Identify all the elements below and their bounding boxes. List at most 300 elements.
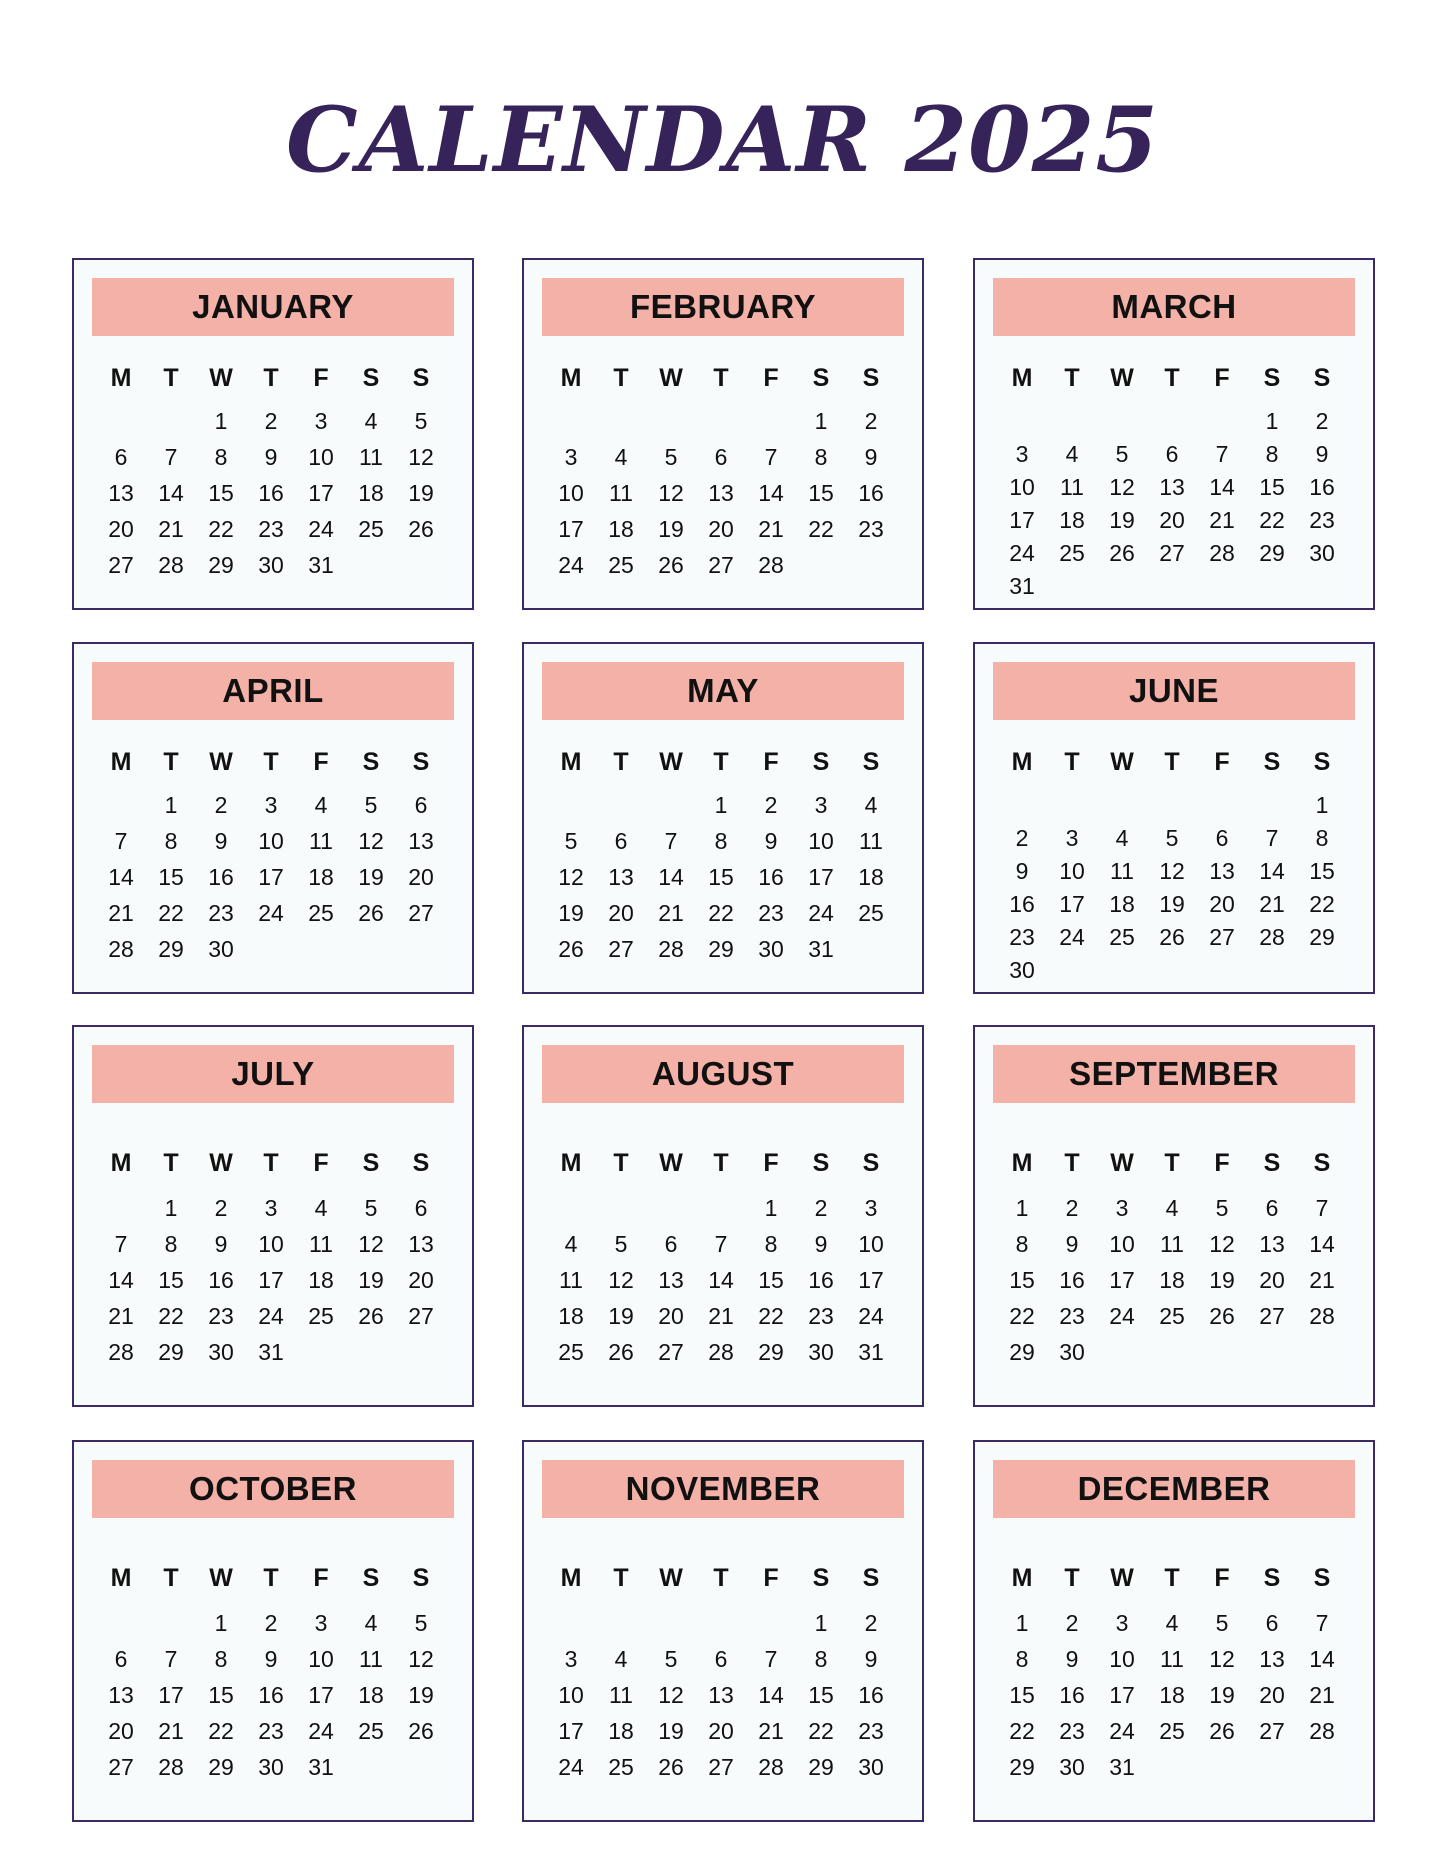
- week-row: [96, 828, 446, 855]
- day-cell: 29: [208, 552, 234, 578]
- weekday-label: T: [163, 1564, 179, 1592]
- day-cell: 2: [864, 1610, 878, 1636]
- day-cell: 4: [1115, 825, 1129, 851]
- day-cell: 24: [1109, 1718, 1135, 1744]
- day-cell: 24: [808, 900, 834, 926]
- month-january: [72, 258, 474, 610]
- day-cell: 24: [1109, 1303, 1135, 1329]
- weekday-label: T: [613, 364, 629, 392]
- day-cell: 8: [1015, 1231, 1029, 1257]
- day-cell: 17: [1059, 891, 1085, 917]
- empty-day-cell: [746, 1610, 796, 1637]
- weekday-label: M: [1011, 748, 1033, 776]
- weekday-label: S: [862, 1564, 880, 1592]
- month-may: [522, 642, 924, 994]
- empty-day-cell: [346, 1754, 396, 1781]
- empty-day-cell: [596, 1195, 646, 1222]
- day-cell: 12: [658, 1682, 684, 1708]
- weekday-label: S: [362, 1564, 380, 1592]
- weekday-label: W: [1110, 1149, 1134, 1177]
- day-cell: 4: [1165, 1195, 1179, 1221]
- day-cell: 18: [1159, 1267, 1185, 1293]
- empty-day-cell: [1247, 1754, 1297, 1781]
- day-cell: 23: [858, 1718, 884, 1744]
- day-cell: 13: [1209, 858, 1235, 884]
- day-cell: 3: [1115, 1195, 1129, 1221]
- empty-day-cell: [96, 1195, 146, 1222]
- day-cell: 16: [808, 1267, 834, 1293]
- day-cell: 14: [1259, 858, 1285, 884]
- week-row: [997, 1646, 1347, 1673]
- empty-day-cell: [1297, 1339, 1347, 1366]
- day-cell: 17: [558, 516, 584, 542]
- week-row: [96, 864, 446, 891]
- day-cell: 20: [108, 1718, 134, 1744]
- day-cell: 7: [714, 1231, 728, 1257]
- weekday-label: M: [110, 1149, 132, 1177]
- day-cell: 24: [558, 1754, 584, 1780]
- empty-day-cell: [346, 936, 396, 963]
- day-cell: 15: [1009, 1267, 1035, 1293]
- day-cell: 6: [664, 1231, 678, 1257]
- day-cell: 6: [1265, 1610, 1279, 1636]
- month-name: JULY: [92, 1045, 454, 1103]
- empty-day-cell: [696, 1195, 746, 1222]
- month-name: APRIL: [92, 662, 454, 720]
- day-cell: 11: [1160, 1646, 1184, 1672]
- weekday-label: F: [763, 364, 779, 392]
- day-cell: 16: [1059, 1682, 1085, 1708]
- day-cell: 17: [258, 1267, 284, 1293]
- week-row: [96, 480, 446, 507]
- empty-day-cell: [1097, 957, 1147, 984]
- day-cell: 8: [214, 1646, 228, 1672]
- day-cell: 3: [1015, 441, 1029, 467]
- empty-day-cell: [1047, 408, 1097, 435]
- day-cell: 12: [1159, 858, 1185, 884]
- day-cell: 4: [364, 408, 378, 434]
- day-cell: 5: [364, 1195, 378, 1221]
- week-row: [96, 444, 446, 471]
- empty-day-cell: [546, 1195, 596, 1222]
- empty-day-cell: [1297, 1754, 1347, 1781]
- weekday-label: M: [1011, 1564, 1033, 1592]
- day-cell: 30: [258, 552, 284, 578]
- day-cell: 20: [1259, 1682, 1285, 1708]
- weekday-label: T: [263, 1564, 279, 1592]
- day-cell: 9: [214, 1231, 228, 1257]
- day-cell: 5: [414, 1610, 428, 1636]
- day-cell: 5: [364, 792, 378, 818]
- weekday-label: F: [763, 1564, 779, 1592]
- day-cell: 14: [758, 480, 784, 506]
- day-cell: 27: [408, 1303, 434, 1329]
- day-cell: 25: [858, 900, 884, 926]
- day-cell: 9: [814, 1231, 828, 1257]
- week-row: [546, 1303, 896, 1330]
- day-cell: 10: [808, 828, 834, 854]
- day-cell: 22: [1009, 1718, 1035, 1744]
- weekday-label: M: [560, 748, 582, 776]
- day-cell: 17: [1009, 507, 1035, 533]
- week-row: [96, 1682, 446, 1709]
- day-cell: 3: [564, 444, 578, 470]
- day-cell: 26: [658, 1754, 684, 1780]
- day-cell: 12: [658, 480, 684, 506]
- day-cell: 27: [108, 1754, 134, 1780]
- weekday-label: T: [1064, 364, 1080, 392]
- month-name: JANUARY: [92, 278, 454, 336]
- day-cell: 23: [758, 900, 784, 926]
- day-cell: 2: [1065, 1610, 1079, 1636]
- day-cell: 5: [1115, 441, 1129, 467]
- day-cell: 9: [1315, 441, 1329, 467]
- day-cell: 25: [1159, 1718, 1185, 1744]
- day-cell: 17: [1109, 1267, 1135, 1293]
- day-cell: 19: [358, 864, 384, 890]
- day-cell: 10: [858, 1231, 884, 1257]
- empty-day-cell: [396, 936, 446, 963]
- month-august: [522, 1025, 924, 1407]
- day-cell: 26: [1209, 1303, 1235, 1329]
- weekday-label: M: [560, 364, 582, 392]
- weekday-label: S: [812, 1564, 830, 1592]
- weekday-label: F: [313, 364, 329, 392]
- empty-day-cell: [596, 792, 646, 819]
- empty-day-cell: [646, 1610, 696, 1637]
- week-row: [96, 1610, 446, 1637]
- week-row: [546, 864, 896, 891]
- empty-day-cell: [146, 408, 196, 435]
- day-cell: 23: [1009, 924, 1035, 950]
- weekday-header-row: [546, 1564, 896, 1593]
- day-cell: 21: [158, 1718, 184, 1744]
- weekday-label: F: [1214, 364, 1230, 392]
- weekday-label: S: [812, 1149, 830, 1177]
- day-cell: 20: [708, 1718, 734, 1744]
- day-cell: 13: [708, 480, 734, 506]
- day-cell: 1: [214, 408, 228, 434]
- week-row: [96, 792, 446, 819]
- weekday-label: W: [659, 748, 683, 776]
- day-cell: 20: [1209, 891, 1235, 917]
- day-cell: 7: [1315, 1610, 1329, 1636]
- day-cell: 3: [864, 1195, 878, 1221]
- weekday-label: S: [362, 1149, 380, 1177]
- week-row: [96, 1303, 446, 1330]
- weekday-header-row: [997, 1564, 1347, 1593]
- month-name: MAY: [542, 662, 904, 720]
- day-cell: 3: [564, 1646, 578, 1672]
- weekday-label: S: [362, 364, 380, 392]
- day-cell: 20: [608, 900, 634, 926]
- day-cell: 9: [1065, 1231, 1079, 1257]
- day-cell: 13: [708, 1682, 734, 1708]
- week-row: [546, 1718, 896, 1745]
- weekday-label: T: [263, 1149, 279, 1177]
- day-cell: 11: [309, 1231, 333, 1257]
- empty-day-cell: [846, 936, 896, 963]
- day-cell: 22: [208, 1718, 234, 1744]
- weekday-label: S: [412, 364, 430, 392]
- day-cell: 2: [214, 792, 228, 818]
- day-cell: 1: [1315, 792, 1329, 818]
- week-row: [997, 1231, 1347, 1258]
- day-cell: 14: [1309, 1646, 1335, 1672]
- day-cell: 31: [1109, 1754, 1135, 1780]
- weekday-label: T: [713, 748, 729, 776]
- day-cell: 30: [1059, 1339, 1085, 1365]
- day-cell: 28: [158, 1754, 184, 1780]
- day-cell: 9: [864, 444, 878, 470]
- day-cell: 27: [1209, 924, 1235, 950]
- day-cell: 7: [764, 1646, 778, 1672]
- day-cell: 17: [808, 864, 834, 890]
- day-cell: 18: [308, 1267, 334, 1293]
- day-cell: 31: [308, 552, 334, 578]
- day-cell: 2: [214, 1195, 228, 1221]
- weekday-header-row: [997, 748, 1347, 777]
- day-cell: 29: [1259, 540, 1285, 566]
- day-cell: 15: [708, 864, 734, 890]
- day-cell: 1: [814, 1610, 828, 1636]
- day-cell: 4: [1065, 441, 1079, 467]
- weekday-label: S: [862, 1149, 880, 1177]
- day-cell: 1: [1265, 408, 1279, 434]
- empty-day-cell: [1147, 1339, 1197, 1366]
- month-september: [973, 1025, 1375, 1407]
- weekday-label: T: [713, 1149, 729, 1177]
- empty-day-cell: [396, 552, 446, 579]
- empty-day-cell: [1097, 1339, 1147, 1366]
- weekday-label: W: [1110, 364, 1134, 392]
- day-cell: 10: [558, 480, 584, 506]
- day-cell: 15: [1259, 474, 1285, 500]
- weekday-header-row: [96, 1564, 446, 1593]
- day-cell: 13: [1259, 1646, 1285, 1672]
- day-cell: 27: [1259, 1718, 1285, 1744]
- empty-day-cell: [646, 408, 696, 435]
- empty-day-cell: [96, 408, 146, 435]
- weekday-label: F: [313, 1564, 329, 1592]
- weekday-label: S: [862, 364, 880, 392]
- day-cell: 11: [1160, 1231, 1184, 1257]
- weekday-label: S: [412, 748, 430, 776]
- day-cell: 18: [608, 516, 634, 542]
- weekday-header-row: [546, 1149, 896, 1178]
- week-row: [997, 891, 1347, 918]
- weekday-label: S: [412, 1564, 430, 1592]
- day-cell: 6: [1165, 441, 1179, 467]
- week-row: [997, 1195, 1347, 1222]
- empty-day-cell: [1147, 957, 1197, 984]
- day-cell: 21: [758, 516, 784, 542]
- day-cell: 28: [108, 936, 134, 962]
- day-cell: 21: [108, 900, 134, 926]
- week-row: [546, 408, 896, 435]
- day-cell: 20: [108, 516, 134, 542]
- week-row: [96, 552, 446, 579]
- day-cell: 9: [264, 444, 278, 470]
- day-cell: 22: [1009, 1303, 1035, 1329]
- day-cell: 1: [814, 408, 828, 434]
- weekday-label: M: [560, 1564, 582, 1592]
- week-row: [96, 1718, 446, 1745]
- empty-day-cell: [997, 792, 1047, 819]
- day-cell: 20: [658, 1303, 684, 1329]
- empty-day-cell: [1147, 408, 1197, 435]
- day-cell: 5: [614, 1231, 628, 1257]
- week-row: [997, 792, 1347, 819]
- day-cell: 4: [564, 1231, 578, 1257]
- week-row: [997, 474, 1347, 501]
- day-cell: 28: [758, 552, 784, 578]
- empty-day-cell: [346, 552, 396, 579]
- day-cell: 30: [1059, 1754, 1085, 1780]
- day-cell: 4: [614, 1646, 628, 1672]
- weekday-header-row: [546, 364, 896, 393]
- day-cell: 19: [658, 1718, 684, 1744]
- day-cell: 6: [414, 1195, 428, 1221]
- day-cell: 17: [858, 1267, 884, 1293]
- day-cell: 19: [1109, 507, 1135, 533]
- weekday-label: T: [613, 748, 629, 776]
- week-row: [546, 480, 896, 507]
- weekday-label: F: [1214, 1564, 1230, 1592]
- weekday-label: T: [713, 364, 729, 392]
- empty-day-cell: [596, 408, 646, 435]
- day-cell: 4: [864, 792, 878, 818]
- day-cell: 29: [1309, 924, 1335, 950]
- day-cell: 7: [764, 444, 778, 470]
- day-cell: 6: [614, 828, 628, 854]
- day-cell: 8: [764, 1231, 778, 1257]
- day-cell: 5: [1215, 1610, 1229, 1636]
- week-row: [96, 408, 446, 435]
- day-cell: 25: [608, 552, 634, 578]
- day-cell: 29: [758, 1339, 784, 1365]
- week-row: [546, 1754, 896, 1781]
- week-row: [546, 1231, 896, 1258]
- day-cell: 18: [1059, 507, 1085, 533]
- day-cell: 14: [108, 1267, 134, 1293]
- day-cell: 30: [208, 936, 234, 962]
- day-cell: 12: [408, 1646, 434, 1672]
- day-cell: 15: [158, 1267, 184, 1293]
- day-cell: 26: [358, 900, 384, 926]
- day-cell: 2: [1015, 825, 1029, 851]
- day-cell: 26: [408, 1718, 434, 1744]
- empty-day-cell: [296, 936, 346, 963]
- day-cell: 2: [764, 792, 778, 818]
- week-row: [997, 1610, 1347, 1637]
- day-cell: 16: [258, 1682, 284, 1708]
- day-cell: 8: [1315, 825, 1329, 851]
- month-name: OCTOBER: [92, 1460, 454, 1518]
- day-cell: 13: [658, 1267, 684, 1293]
- day-cell: 24: [308, 516, 334, 542]
- day-cell: 13: [408, 1231, 434, 1257]
- day-cell: 12: [1109, 474, 1135, 500]
- day-cell: 11: [1110, 858, 1134, 884]
- day-cell: 17: [158, 1682, 184, 1708]
- day-cell: 23: [1059, 1718, 1085, 1744]
- day-cell: 9: [214, 828, 228, 854]
- day-cell: 14: [108, 864, 134, 890]
- day-cell: 4: [314, 1195, 328, 1221]
- day-cell: 8: [164, 1231, 178, 1257]
- day-cell: 12: [558, 864, 584, 890]
- weekday-label: W: [659, 1149, 683, 1177]
- day-cell: 25: [1159, 1303, 1185, 1329]
- week-row: [997, 825, 1347, 852]
- day-cell: 16: [258, 480, 284, 506]
- weekday-label: T: [713, 1564, 729, 1592]
- day-cell: 24: [258, 900, 284, 926]
- day-cell: 24: [308, 1718, 334, 1744]
- day-cell: 12: [358, 828, 384, 854]
- day-cell: 1: [214, 1610, 228, 1636]
- weekday-label: T: [613, 1149, 629, 1177]
- month-name: MARCH: [993, 278, 1355, 336]
- week-row: [96, 1231, 446, 1258]
- day-cell: 25: [308, 900, 334, 926]
- day-cell: 30: [208, 1339, 234, 1365]
- day-cell: 7: [1265, 825, 1279, 851]
- weekday-label: W: [209, 1564, 233, 1592]
- weekday-label: M: [110, 364, 132, 392]
- day-cell: 2: [264, 408, 278, 434]
- empty-day-cell: [1147, 1754, 1197, 1781]
- weekday-label: F: [1214, 1149, 1230, 1177]
- day-cell: 7: [1215, 441, 1229, 467]
- day-cell: 3: [314, 408, 328, 434]
- week-row: [997, 957, 1347, 984]
- day-cell: 22: [208, 516, 234, 542]
- day-cell: 26: [358, 1303, 384, 1329]
- day-cell: 3: [1065, 825, 1079, 851]
- empty-day-cell: [1147, 573, 1197, 600]
- day-cell: 8: [714, 828, 728, 854]
- empty-day-cell: [1197, 1339, 1247, 1366]
- empty-day-cell: [1147, 792, 1197, 819]
- weekday-label: T: [1064, 1564, 1080, 1592]
- week-row: [546, 936, 896, 963]
- empty-day-cell: [1247, 957, 1297, 984]
- day-cell: 19: [1159, 891, 1185, 917]
- weekday-label: S: [812, 364, 830, 392]
- day-cell: 21: [1309, 1267, 1335, 1293]
- month-july: [72, 1025, 474, 1407]
- day-cell: 14: [1209, 474, 1235, 500]
- day-cell: 1: [764, 1195, 778, 1221]
- day-cell: 25: [558, 1339, 584, 1365]
- day-cell: 10: [558, 1682, 584, 1708]
- empty-day-cell: [1047, 792, 1097, 819]
- day-cell: 16: [1059, 1267, 1085, 1293]
- week-row: [997, 1339, 1347, 1366]
- day-cell: 23: [258, 516, 284, 542]
- weekday-label: F: [763, 1149, 779, 1177]
- day-cell: 14: [1309, 1231, 1335, 1257]
- empty-day-cell: [846, 552, 896, 579]
- weekday-header-row: [546, 748, 896, 777]
- weekday-label: T: [1164, 1564, 1180, 1592]
- day-cell: 15: [808, 1682, 834, 1708]
- day-cell: 11: [1060, 474, 1084, 500]
- empty-day-cell: [396, 1754, 446, 1781]
- day-cell: 10: [1109, 1646, 1135, 1672]
